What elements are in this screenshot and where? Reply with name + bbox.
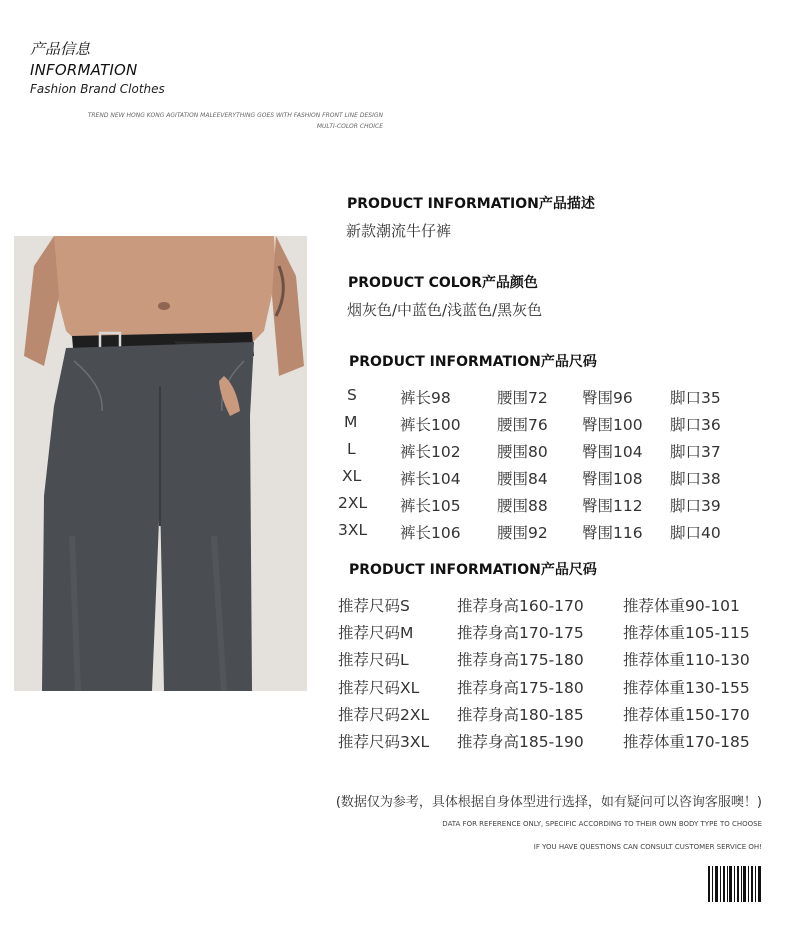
recommend-weight-cell: 推荐体重105-115 (623, 624, 750, 642)
header-subtitle: Fashion Brand Clothes (30, 82, 165, 96)
recommend-height-cell: 推荐身高170-175 (457, 624, 584, 642)
hip-cell: 臀围112 (582, 497, 643, 515)
hip-cell: 臀围104 (582, 443, 643, 461)
recommend-size-cell: 推荐尺码XL (338, 679, 420, 697)
hem-cell: 脚口36 (670, 416, 721, 434)
recommend-weight-cell: 推荐体重130-155 (623, 679, 750, 697)
hip-cell: 臀围108 (582, 470, 643, 488)
recommend-height-cell: 推荐身高180-185 (457, 706, 584, 724)
length-cell: 裤长100 (400, 416, 461, 434)
size-cell: 2XL (338, 494, 368, 512)
waist-cell: 腰围84 (497, 470, 548, 488)
hip-cell: 臀围96 (582, 389, 633, 407)
recommend-size-cell: 推荐尺码S (338, 597, 410, 615)
size-cell: M (344, 413, 358, 431)
hip-cell: 臀围100 (582, 416, 643, 434)
recommend-height-cell: 推荐身高160-170 (457, 597, 584, 615)
hem-cell: 脚口40 (670, 524, 721, 542)
length-cell: 裤长104 (400, 470, 461, 488)
hem-cell: 脚口39 (670, 497, 721, 515)
size-cell: L (347, 440, 356, 458)
recommend-height-cell: 推荐身高185-190 (457, 733, 584, 751)
product-description: 新款潮流牛仔裤 (346, 222, 452, 240)
recommend-height-cell: 推荐身高175-180 (457, 679, 584, 697)
recommend-size-cell: 推荐尺码2XL (338, 706, 430, 724)
waist-cell: 腰围72 (497, 389, 548, 407)
length-cell: 裤长98 (400, 389, 451, 407)
reference-note-en: DATA FOR REFERENCE ONLY, SPECIFIC ACCORDING TO THEIR OWN BODY TYPE TO CHOOSE (442, 820, 762, 828)
recommend-height-cell: 推荐身高175-180 (457, 651, 584, 669)
customer-service-note: IF YOU HAVE QUESTIONS CAN CONSULT CUSTOMER SERVICE OH! (533, 843, 762, 851)
waist-cell: 腰围80 (497, 443, 548, 461)
reference-note-cn: (数据仅为参考，具体根据自身体型进行选择，如有疑问可以咨询客服噢！) (335, 795, 762, 810)
jeans-model-illustration (14, 236, 307, 691)
recommend-weight-cell: 推荐体重150-170 (623, 706, 750, 724)
header-tagline: TREND NEW HONG KONG AGITATION MALEEVERYTHING GOES WITH FASHION FRONT LINE DESIGN (87, 112, 383, 119)
recommend-weight-cell: 推荐体重170-185 (623, 733, 750, 751)
product-info-heading: PRODUCT INFORMATION产品描述 (347, 196, 595, 212)
size-table-heading: PRODUCT INFORMATION产品尺码 (349, 354, 597, 370)
header-en-title: INFORMATION (30, 61, 138, 79)
recommend-weight-cell: 推荐体重90-101 (623, 597, 740, 615)
recommend-size-cell: 推荐尺码L (338, 651, 409, 669)
size-cell: 3XL (338, 521, 368, 539)
size-cell: XL (342, 467, 362, 485)
hem-cell: 脚口35 (670, 389, 721, 407)
length-cell: 裤长106 (400, 524, 461, 542)
hem-cell: 脚口37 (670, 443, 721, 461)
product-colors: 烟灰色/中蓝色/浅蓝色/黑灰色 (347, 301, 543, 319)
hip-cell: 臀围116 (582, 524, 643, 542)
recommend-size-cell: 推荐尺码M (338, 624, 414, 642)
product-color-heading: PRODUCT COLOR产品颜色 (348, 275, 538, 291)
recommend-table-heading: PRODUCT INFORMATION产品尺码 (349, 562, 597, 578)
header-cn-title: 产品信息 (30, 40, 91, 58)
recommend-size-cell: 推荐尺码3XL (338, 733, 430, 751)
length-cell: 裤长105 (400, 497, 461, 515)
hem-cell: 脚口38 (670, 470, 721, 488)
barcode-icon (708, 866, 762, 902)
waist-cell: 腰围76 (497, 416, 548, 434)
recommend-weight-cell: 推荐体重110-130 (623, 651, 750, 669)
product-photo (14, 236, 307, 691)
length-cell: 裤长102 (400, 443, 461, 461)
waist-cell: 腰围92 (497, 524, 548, 542)
header-tagline-secondary: MULTI-COLOR CHOICE (316, 123, 383, 130)
waist-cell: 腰围88 (497, 497, 548, 515)
size-cell: S (347, 386, 357, 404)
